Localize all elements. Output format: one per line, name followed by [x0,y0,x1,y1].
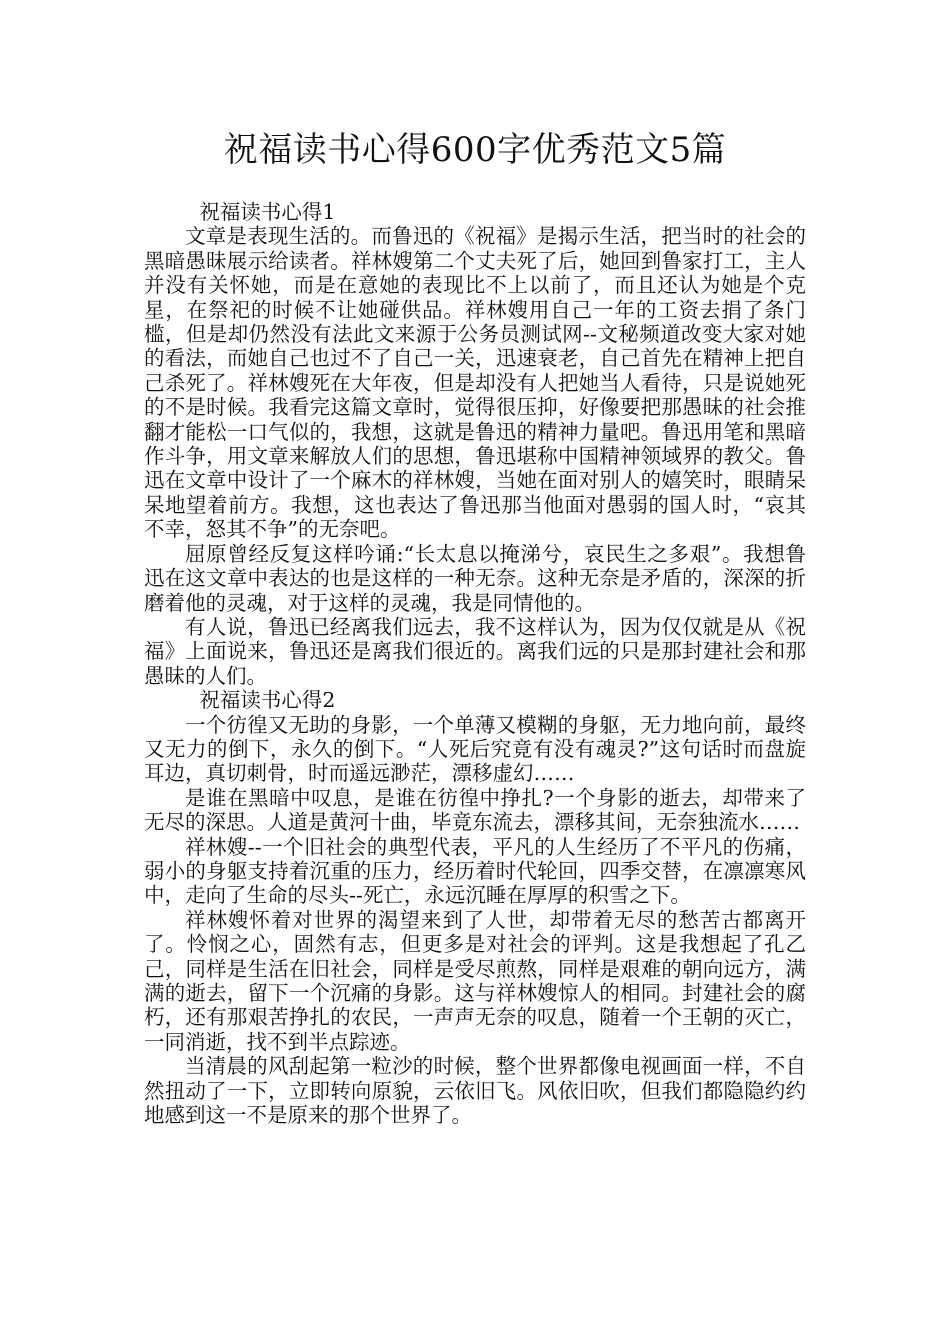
document-title: 祝福读书心得600字优秀范文5篇 [223,130,727,170]
section-heading-2: 祝福读书心得2 [199,688,336,713]
paragraph: 祥林嫂--一个旧社会的典型代表，平凡的人生经历了不平凡的伤痛，弱小的身躯支持着沉重的压力，经历着时代轮回，四季交替，在凛凛寒风中，走向了生命的尽头--死亡，永远沉睡在厚厚的积雪之下。 [144,834,806,908]
paragraph: 祥林嫂怀着对世界的渴望来到了人世，却带着无尽的愁苦古都离开了。怜悯之心，固然有志，但更多是对社会的评判。这是我想起了孔乙己，同样是生活在旧社会，同样是受尽煎熬，同样是艰难的朝向远方，满满的逝去，留下一个沉痛的身影。这与祥林嫂惊人的相同。封建社会的腐朽，还有那艰苦挣扎的农民，一声声无奈的叹息，随着一个王朝的灭亡，一同消逝，找不到半点踪迹。 [144,907,806,1054]
paragraph: 文章是表现生活的。而鲁迅的《祝福》是揭示生活，把当时的社会的黑暗愚昧展示给读者。祥林嫂第二个丈夫死了后，她回到鲁家打工，主人并没有关怀她，而是在意她的表现比不上以前了，而且还认为她是个克星，在祭祀的时候不让她碰供品。祥林嫂用自己一年的工资去捐了条门槛，但是却仍然没有法此文来源于公务员测试网--文秘频道改变大家对她的看法，而她自己也过不了自己一关，迅速衰老，自己首先在精神上把自己杀死了。祥林嫂死在大年夜，但是却没有人把她当人看待，只是说她死的不是时候。我看完这篇文章时，觉得很压抑，好像要把那愚昧的社会推翻才能松一口气似的，我想，这就是鲁迅的精神力量吧。鲁迅用笔和黑暗作斗争，用文章来解放人们的思想，鲁迅堪称中国精神领域界的教父。鲁迅在文章中设计了一个麻木的祥林嫂，当她在面对别人的嬉笑时，眼睛呆呆地望着前方。我想，这也表达了鲁迅那当他面对愚弱的国人时，“哀其不幸，怒其不争”的无奈吧。 [144,224,806,542]
paragraph: 有人说，鲁迅已经离我们远去，我不这样认为，因为仅仅就是从《祝福》上面说来，鲁迅还是离我们很近的。离我们远的只是那封建社会和那愚昧的人们。 [144,614,806,688]
document-body [144,200,806,1127]
section-heading-1: 祝福读书心得1 [199,200,336,224]
paragraph: 当清晨的风刮起第一粒沙的时候，整个世界都像电视画面一样，不自然扭动了一下，立即转向原貌，云依旧飞。风依旧吹，但我们都隐隐约约地感到这一不是原来的那个世界了。 [144,1054,806,1128]
paragraph: 是谁在黑暗中叹息，是谁在彷徨中挣扎?一个身影的逝去，却带来了无尽的深思。人道是黄河十曲，毕竟东流去，漂移其间，无奈独流水…… [144,785,806,835]
paragraph: 一个彷徨又无助的身影，一个单薄又模糊的身躯，无力地向前，最终又无力的倒下，永久的倒下。“人死后究竟有没有魂灵?”这句话时而盘旋耳边，真切刺骨，时而遥远渺茫，漂移虚幻…… [144,712,806,786]
paragraph: 屈原曾经反复这样吟诵:“长太息以掩涕兮，哀民生之多艰”。我想鲁迅在这文章中表达的也是这样的一种无奈。这种无奈是矛盾的，深深的折磨着他的灵魂，对于这样的灵魂，我是同情他的。 [144,541,806,615]
